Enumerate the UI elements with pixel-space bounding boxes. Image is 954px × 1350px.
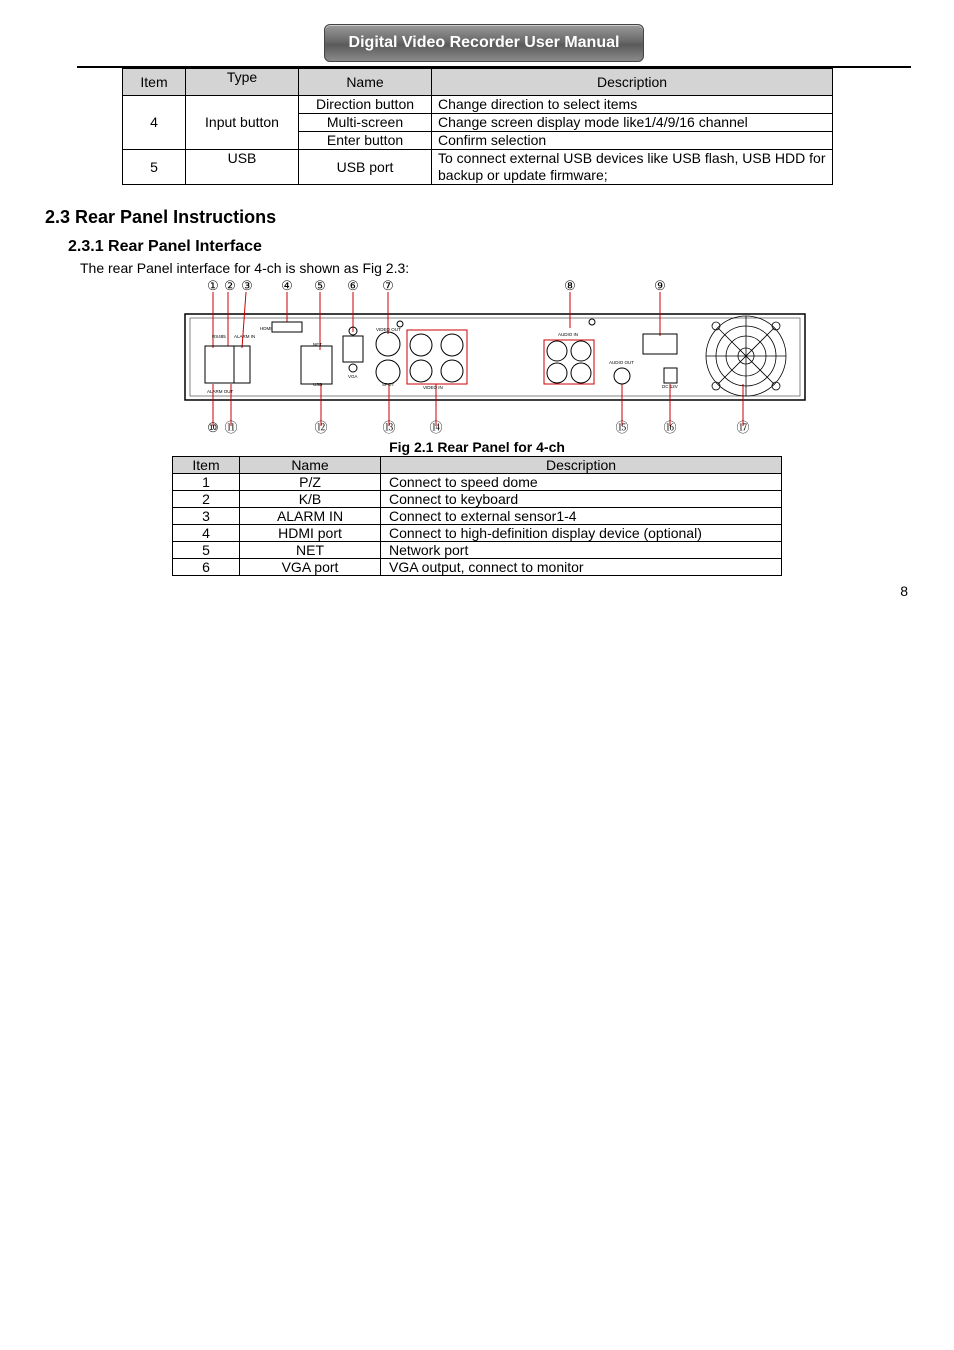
figure-caption: Fig 2.1 Rear Panel for 4-ch — [389, 439, 565, 455]
callout-1: ① — [207, 278, 219, 293]
label-spot: SPOT — [382, 382, 395, 387]
callout-8: ⑧ — [564, 278, 576, 293]
bottom-callouts — [207, 420, 749, 435]
row-name: NET — [240, 542, 381, 559]
top-callouts — [207, 278, 666, 293]
callout-17: ⑰ — [736, 420, 750, 435]
video-out-bnc — [376, 332, 400, 356]
row-name: HDMI port — [240, 525, 381, 542]
row-name: P/Z — [240, 474, 381, 491]
ground-screw-icon — [589, 319, 595, 325]
row-desc: Connect to speed dome — [381, 474, 782, 491]
vga-screw-icon — [349, 364, 357, 372]
rear-panel-figure — [180, 276, 810, 438]
manual-title-badge: Digital Video Recorder User Manual — [324, 24, 644, 62]
chassis-inner — [190, 318, 800, 396]
video-in-bnc — [441, 334, 463, 356]
audio-in-rca — [547, 341, 567, 361]
hdmi-port — [272, 322, 302, 332]
table-row — [173, 559, 782, 576]
row-item: 4 — [123, 96, 186, 150]
table-header-row — [173, 457, 782, 474]
callout-5: ⑤ — [314, 278, 326, 293]
row-item: 2 — [173, 491, 240, 508]
row-desc: Change direction to select items — [432, 96, 833, 114]
audio-in-rca — [571, 341, 591, 361]
callout-7: ⑦ — [382, 278, 394, 293]
row-name: USB port — [299, 150, 432, 185]
table-row — [173, 542, 782, 559]
row-type: Input button — [186, 96, 299, 150]
table-row — [173, 508, 782, 525]
row-desc: Connect to external sensor1-4 — [381, 508, 782, 525]
alarm-in-terminal — [234, 346, 250, 383]
row-item: 5 — [123, 150, 186, 185]
table-row — [123, 150, 833, 185]
label-alarm-out: ALARM OUT — [207, 389, 234, 394]
col-type: Type — [186, 69, 299, 96]
callout-4: ④ — [281, 278, 293, 293]
col-item: Item — [123, 69, 186, 96]
label-alarm-in: ALARM IN — [234, 334, 256, 339]
video-in-bnc — [410, 360, 432, 382]
callout-12: ⑫ — [314, 420, 328, 435]
vga-port — [343, 336, 363, 362]
table-row — [173, 474, 782, 491]
row-desc: To connect external USB devices like USB flash, USB HDD for backup or update firmware; — [432, 150, 833, 185]
col-description: Description — [432, 69, 833, 96]
callout-13: ⑬ — [382, 420, 396, 435]
row-desc: Network port — [381, 542, 782, 559]
col-description: Description — [381, 457, 782, 474]
section-heading: 2.3 Rear Panel Instructions — [45, 207, 277, 227]
callout-14: ⑭ — [429, 420, 443, 435]
power-switch — [643, 334, 677, 354]
row-item: 1 — [173, 474, 240, 491]
callout-3: ③ — [241, 278, 253, 293]
col-name: Name — [299, 69, 432, 96]
label-hdmi: HDMI — [260, 326, 272, 331]
spot-bnc — [376, 360, 400, 384]
label-video-out: VIDEO OUT — [376, 327, 401, 332]
callout-11: ⑪ — [224, 420, 238, 435]
page-number: 8 — [900, 583, 908, 599]
alarm-terminal — [205, 346, 250, 383]
label-rs485: RS485 — [212, 334, 226, 339]
label-audio-out: AUDIO OUT — [609, 360, 635, 365]
row-desc: Connect to high-definition display device (optional) — [381, 525, 782, 542]
callout-16: ⑯ — [663, 420, 677, 435]
row-name: VGA port — [240, 559, 381, 576]
callout-10: ⑩ — [207, 420, 219, 435]
label-dc: DC 12V — [662, 384, 678, 389]
label-vga: VGA — [348, 374, 358, 379]
row-item: 4 — [173, 525, 240, 542]
row-type: USB — [186, 150, 299, 185]
row-desc: Confirm selection — [432, 132, 833, 150]
col-item: Item — [173, 457, 240, 474]
row-name: Enter button — [299, 132, 432, 150]
row-item: 6 — [173, 559, 240, 576]
table-header-row — [123, 69, 833, 96]
table-row — [173, 525, 782, 542]
intro-text: The rear Panel interface for 4-ch is shown as Fig 2.3: — [80, 260, 410, 276]
rear-panel-table — [172, 456, 782, 576]
row-item: 3 — [173, 508, 240, 525]
callout-6: ⑥ — [347, 278, 359, 293]
video-in-bnc — [410, 334, 432, 356]
dc-power-jack — [664, 368, 677, 383]
row-name: Direction button — [299, 96, 432, 114]
callout-9: ⑨ — [654, 278, 666, 293]
row-name: ALARM IN — [240, 508, 381, 525]
video-in-bnc — [441, 360, 463, 382]
row-desc: Connect to keyboard — [381, 491, 782, 508]
input-button-table — [122, 68, 833, 185]
row-desc: Change screen display mode like1/4/9/16 channel — [432, 114, 833, 132]
subsection-heading: 2.3.1 Rear Panel Interface — [68, 238, 262, 255]
label-audio-in: AUDIO IN — [558, 332, 579, 337]
table-row — [123, 96, 833, 114]
label-net: NET — [313, 342, 322, 347]
table-row — [173, 491, 782, 508]
callout-2: ② — [224, 278, 236, 293]
fan-icon — [706, 316, 786, 396]
audio-in-rca — [547, 363, 567, 383]
row-name: K/B — [240, 491, 381, 508]
net-usb-port — [301, 346, 332, 384]
col-name: Name — [240, 457, 381, 474]
callout-lines — [213, 292, 743, 426]
callout-15: ⑮ — [615, 420, 629, 435]
row-item: 5 — [173, 542, 240, 559]
audio-in-rca — [571, 363, 591, 383]
audio-out-rca — [614, 368, 630, 384]
label-video-in: VIDEO IN — [423, 385, 443, 390]
row-name: Multi-screen — [299, 114, 432, 132]
label-usb: USB — [313, 382, 323, 387]
row-desc: VGA output, connect to monitor — [381, 559, 782, 576]
